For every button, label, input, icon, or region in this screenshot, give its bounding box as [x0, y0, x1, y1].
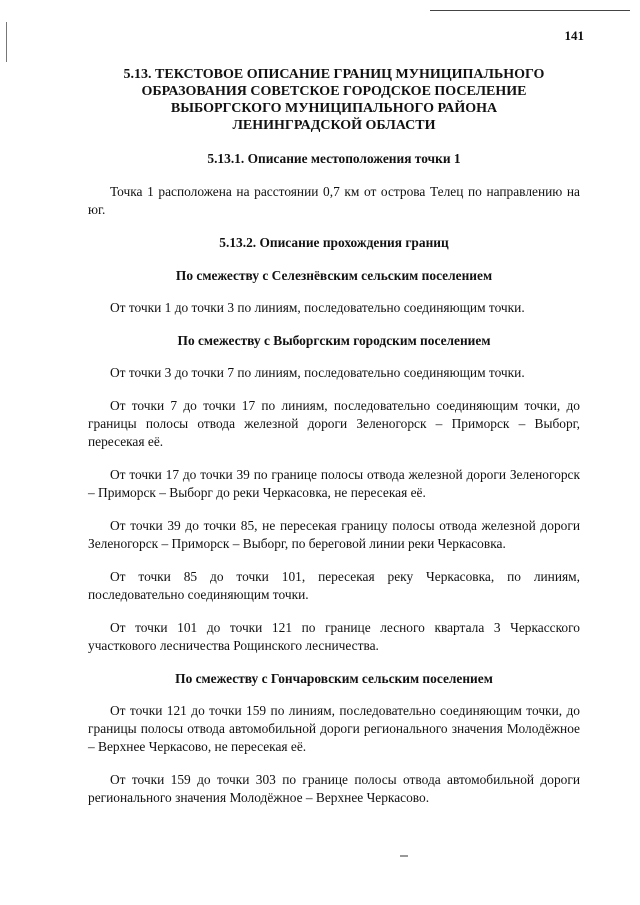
boundary-paragraph: От точки 101 до точки 121 по границе лесного квартала 3 Черкасского участкового лесничества Рощинского лесничества.	[88, 620, 580, 653]
section-title-line: ОБРАЗОВАНИЯ СОВЕТСКОЕ ГОРОДСКОЕ ПОСЕЛЕНИЕ	[141, 84, 527, 99]
page-number: 141	[564, 28, 584, 43]
section-title-line: ВЫБОРГСКОГО МУНИЦИПАЛЬНОГО РАЙОНА	[170, 101, 498, 116]
segment-heading-seleznevskoe: По смежеству с Селезнёвским сельским поселением	[175, 268, 493, 283]
subsection-title-boundary-route: 5.13.2. Описание прохождения границ	[219, 235, 449, 250]
section-title	[88, 66, 580, 134]
boundary-paragraph: От точки 85 до точки 101, пересекая реку Черкасовка, по линиям, последовательно соединяющим точки.	[88, 569, 580, 602]
subsection-title-point-location: 5.13.1. Описание местоположения точки 1	[207, 151, 461, 166]
segment-heading-vyborgskoe: По смежеству с Выборгским городским поселением	[177, 333, 491, 348]
point-1-description: Точка 1 расположена на расстоянии 0,7 км от острова Телец по направлению на юг.	[88, 184, 580, 217]
boundary-paragraph: От точки 1 до точки 3 по линиям, последовательно соединяющим точки.	[110, 300, 525, 315]
boundary-paragraph: От точки 3 до точки 7 по линиям, последовательно соединяющим точки.	[110, 365, 525, 380]
section-title-line: 5.13. ТЕКСТОВОЕ ОПИСАНИЕ ГРАНИЦ МУНИЦИПАЛЬНОГО	[123, 67, 545, 82]
boundary-paragraph: От точки 159 до точки 303 по границе полосы отвода автомобильной дороги регионального значения Молодёжное – Верхнее Черкасово.	[88, 772, 580, 805]
section-title-line: ЛЕНИНГРАДСКОЙ ОБЛАСТИ	[232, 118, 436, 133]
boundary-paragraph: От точки 121 до точки 159 по линиям, последовательно соединяющим точки, до границы полосы отвода автомобильной дороги регионального значения Молодёжное – Верхнее Черкасово, не пересекая её.	[88, 703, 580, 754]
segment-heading-goncharovskoe: По смежеству с Гончаровским сельским поселением	[175, 671, 493, 686]
scan-margin-mark	[6, 22, 7, 62]
header-rule	[430, 10, 630, 11]
scan-speck	[400, 855, 408, 857]
boundary-paragraph: От точки 17 до точки 39 по границе полосы отвода железной дороги Зеленогорск – Приморск – Выборг до реки Черкасовка, не пересекая её.	[88, 467, 580, 500]
boundary-paragraph: От точки 39 до точки 85, не пересекая границу полосы отвода железной дороги Зеленогорск – Приморск – Выборг, по береговой линии реки Черкасовка.	[88, 518, 580, 551]
boundary-paragraph: От точки 7 до точки 17 по линиям, последовательно соединяющим точки, до границы полосы отвода железной дороги Зеленогорск – Приморск – Выборг, пересекая её.	[88, 398, 580, 449]
document-body	[88, 66, 580, 822]
